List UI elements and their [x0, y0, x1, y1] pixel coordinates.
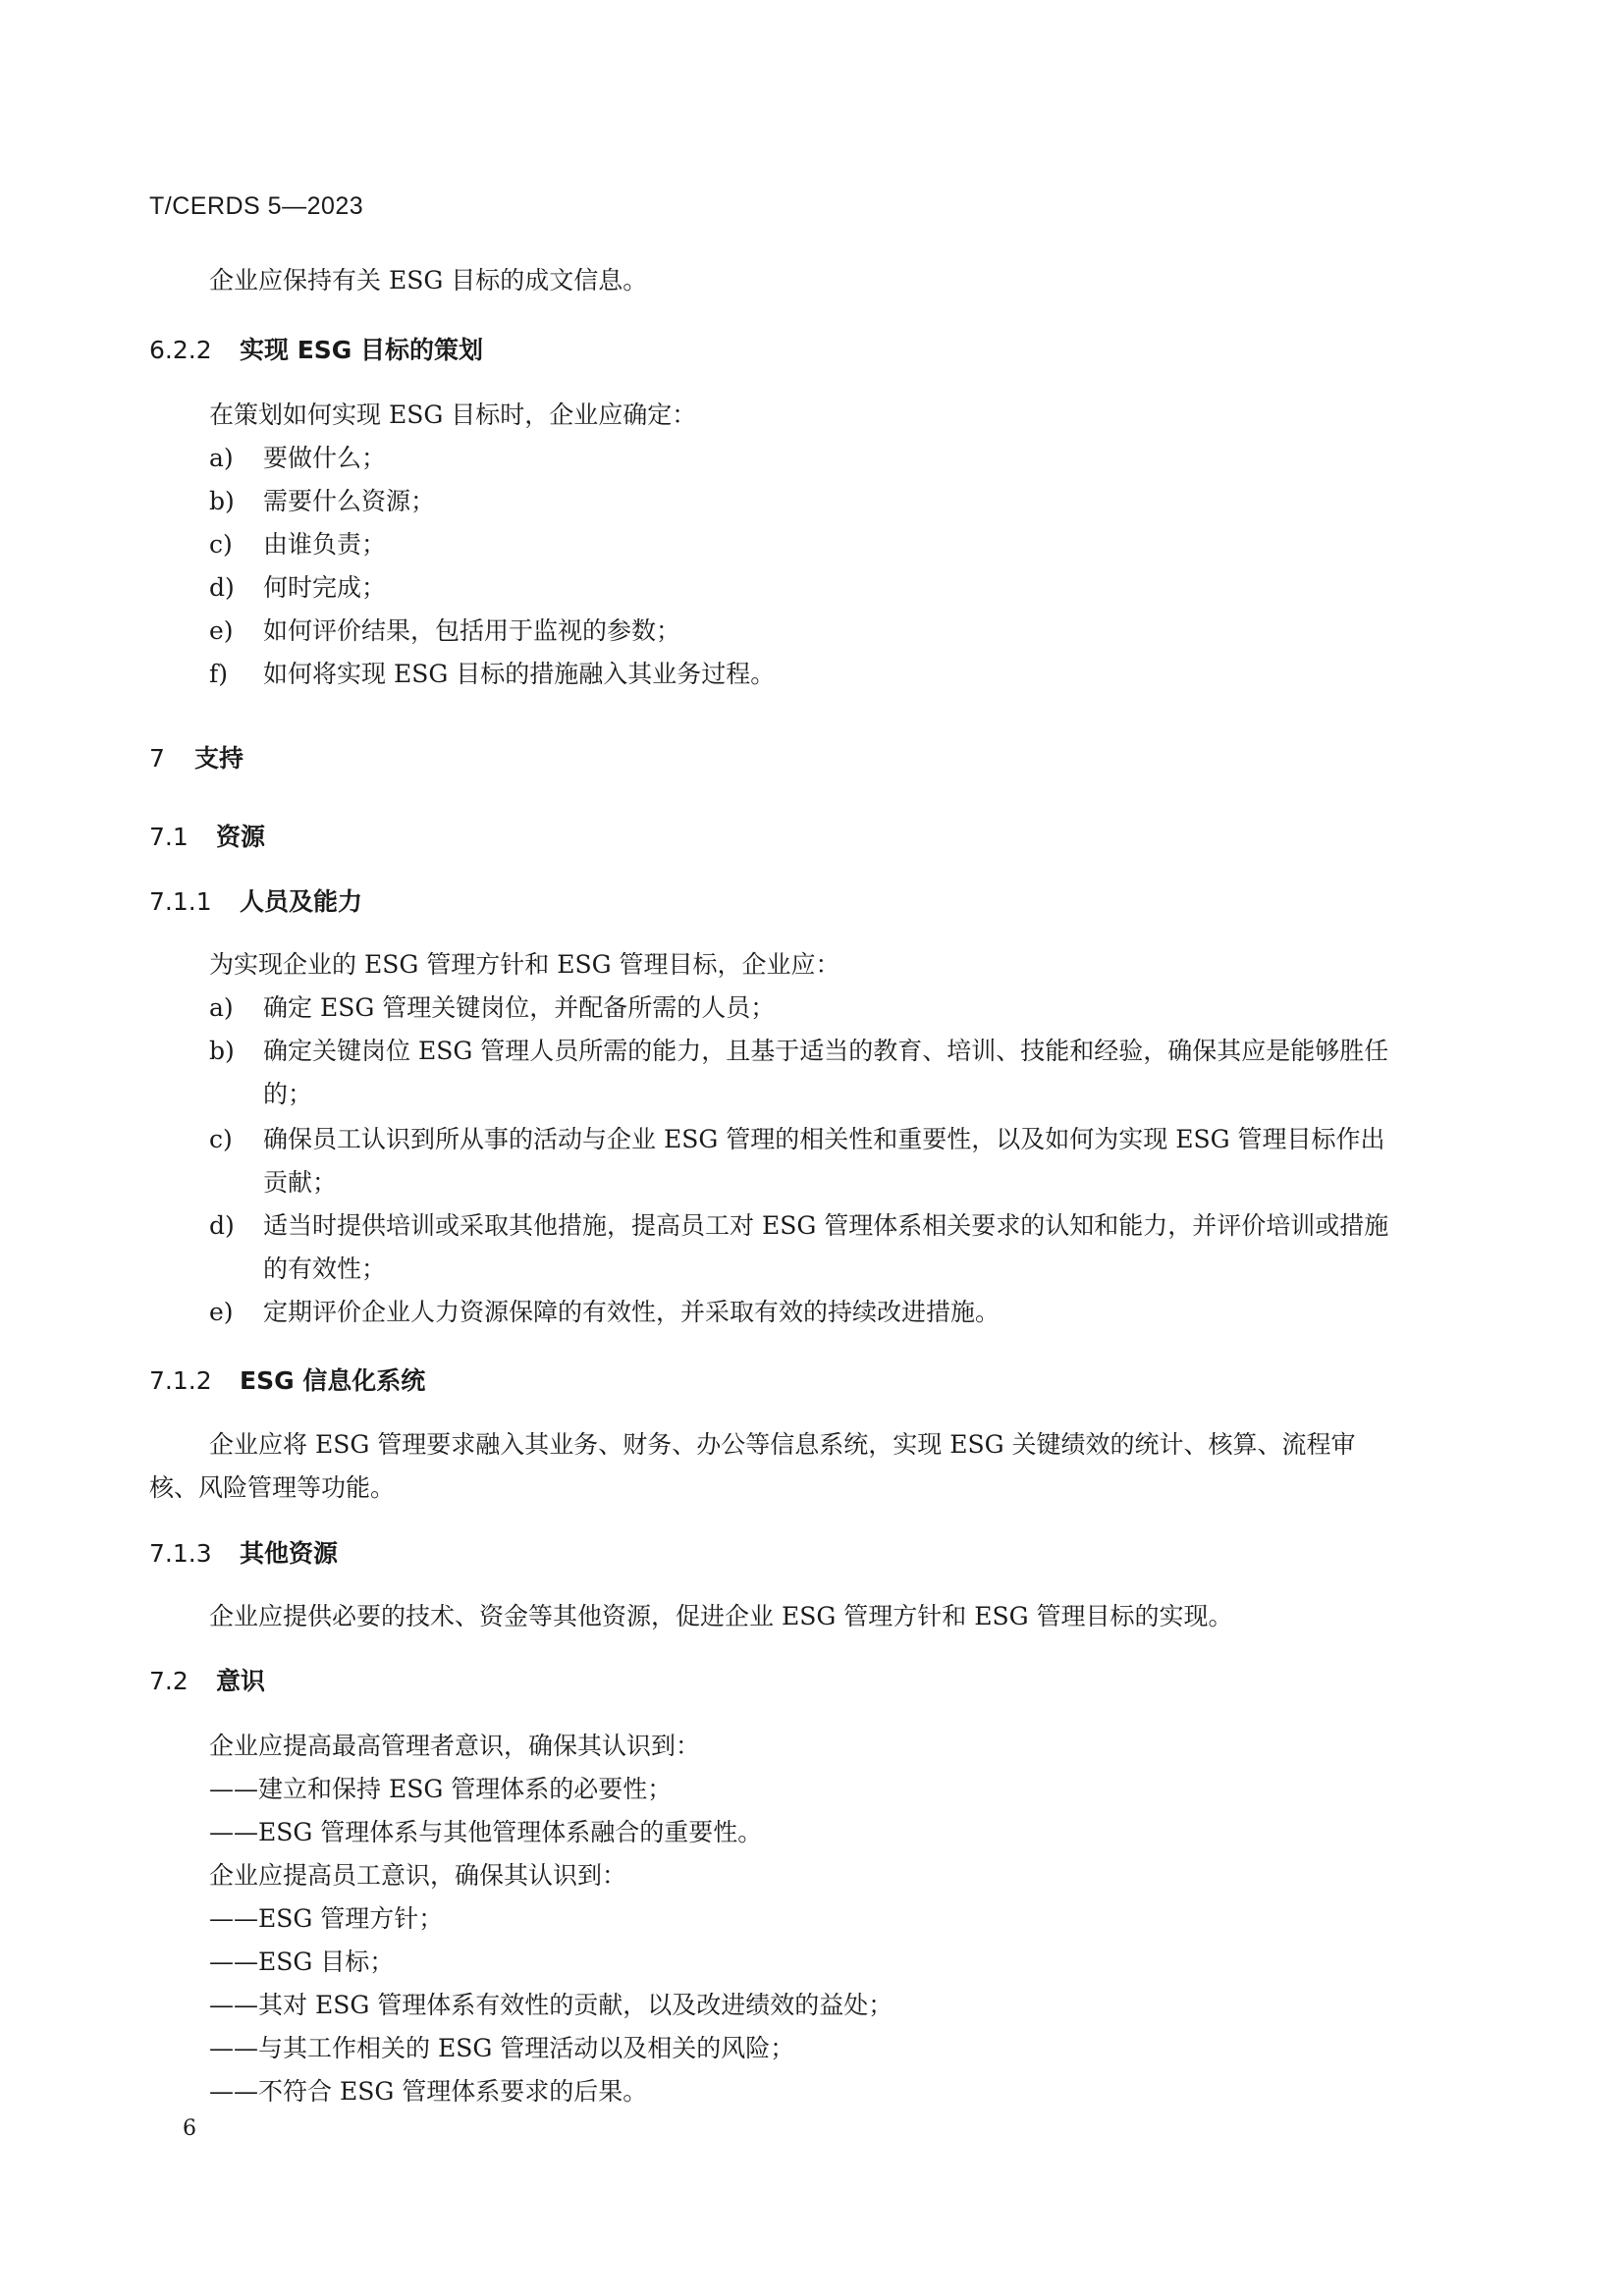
section-title: ESG 信息化系统 [240, 1366, 426, 1395]
section-number: 6.2.2 [149, 336, 212, 364]
list-item-text: 如何将实现 ESG 目标的措施融入其业务过程。 [263, 660, 776, 688]
dash-item: ——建立和保持 ESG 管理体系的必要性； [209, 1775, 673, 1803]
section-title: 意识 [216, 1667, 266, 1695]
section-number: 7 [149, 744, 165, 773]
list-item-label: b) [209, 487, 235, 515]
list-item-label: f) [209, 660, 229, 688]
section-number: 7.1.1 [149, 887, 212, 916]
intro-line: 企业应保持有关 ESG 目标的成文信息。 [209, 266, 648, 294]
list-item-text: 确保员工认识到所从事的活动与企业 ESG 管理的相关性和重要性，以及如何为实现 ESG 管理目标作出贡献； [263, 1125, 1385, 1197]
section-lead: 企业应提高员工意识，确保其认识到： [209, 1861, 627, 1890]
section-lead: 在策划如何实现 ESG 目标时，企业应确定： [209, 400, 697, 429]
dash-item: ——ESG 目标； [209, 1948, 395, 1976]
dash-item: ——与其工作相关的 ESG 管理活动以及相关的风险； [209, 2034, 795, 2062]
dash-item: ——ESG 管理体系与其他管理体系融合的重要性。 [209, 1818, 763, 1846]
section-title: 其他资源 [240, 1539, 339, 1568]
list-item-text: 适当时提供培训或采取其他措施，提高员工对 ESG 管理体系相关要求的认知和能力，并评价培训或措施的有效性； [263, 1211, 1389, 1283]
section-heading-7-1-3 [149, 1537, 338, 1571]
section-heading-7-1 [149, 821, 265, 854]
dash-item: ——其对 ESG 管理体系有效性的贡献，以及改进绩效的益处； [209, 1991, 893, 2019]
list-item-label: d) [209, 573, 235, 602]
list-item-label: c) [209, 1125, 233, 1153]
list-item-label: b) [209, 1037, 235, 1065]
list-item-text: 需要什么资源； [263, 487, 436, 515]
section-number: 7.2 [149, 1667, 189, 1695]
list-item-text: 要做什么； [263, 444, 387, 472]
list-item-text: 确定关键岗位 ESG 管理人员所需的能力，且基于适当的教育、培训、技能和经验，确保其应是能够胜任的； [263, 1037, 1389, 1108]
list-item-text: 由谁负责； [263, 530, 387, 559]
page-number: 6 [183, 2116, 196, 2141]
section-body: 企业应将 ESG 管理要求融入其业务、财务、办公等信息系统，实现 ESG 关键绩效的统计、核算、流程审核、风险管理等功能。 [149, 1430, 1356, 1502]
list-item-text: 定期评价企业人力资源保障的有效性，并采取有效的持续改进措施。 [263, 1298, 1001, 1326]
section-heading-7-1-2 [149, 1364, 425, 1398]
section-number: 7.1.3 [149, 1539, 212, 1568]
section-heading-7-1-1 [149, 885, 362, 919]
list-item-label: a) [209, 993, 234, 1022]
section-heading-6-2-2 [149, 334, 483, 367]
section-lead: 为实现企业的 ESG 管理方针和 ESG 管理目标，企业应： [209, 950, 840, 979]
section-lead: 企业应提高最高管理者意识，确保其认识到： [209, 1732, 701, 1760]
section-title: 资源 [216, 823, 266, 851]
section-title: 人员及能力 [240, 887, 363, 916]
list-item-text: 如何评价结果，包括用于监视的参数； [263, 616, 681, 645]
section-number: 7.1 [149, 823, 189, 851]
dash-item: ——不符合 ESG 管理体系要求的后果。 [209, 2077, 648, 2106]
list-item-label: c) [209, 530, 233, 559]
list-item-label: d) [209, 1211, 235, 1240]
list-item-text: 何时完成； [263, 573, 387, 602]
section-title: 支持 [194, 744, 244, 773]
section-title: 实现 ESG 目标的策划 [240, 336, 484, 364]
list-item-text: 确定 ESG 管理关键岗位，并配备所需的人员； [263, 993, 776, 1022]
list-item-label: e) [209, 616, 234, 645]
section-number: 7.1.2 [149, 1366, 212, 1395]
list-item-label: e) [209, 1298, 234, 1326]
dash-item: ——ESG 管理方针； [209, 1904, 444, 1933]
section-heading-7 [149, 742, 244, 775]
section-heading-7-2 [149, 1665, 265, 1698]
section-body: 企业应提供必要的技术、资金等其他资源，促进企业 ESG 管理方针和 ESG 管理目标的实现。 [209, 1602, 1233, 1630]
list-item-label: a) [209, 444, 234, 472]
document-code: T/CERDS 5—2023 [149, 192, 364, 220]
